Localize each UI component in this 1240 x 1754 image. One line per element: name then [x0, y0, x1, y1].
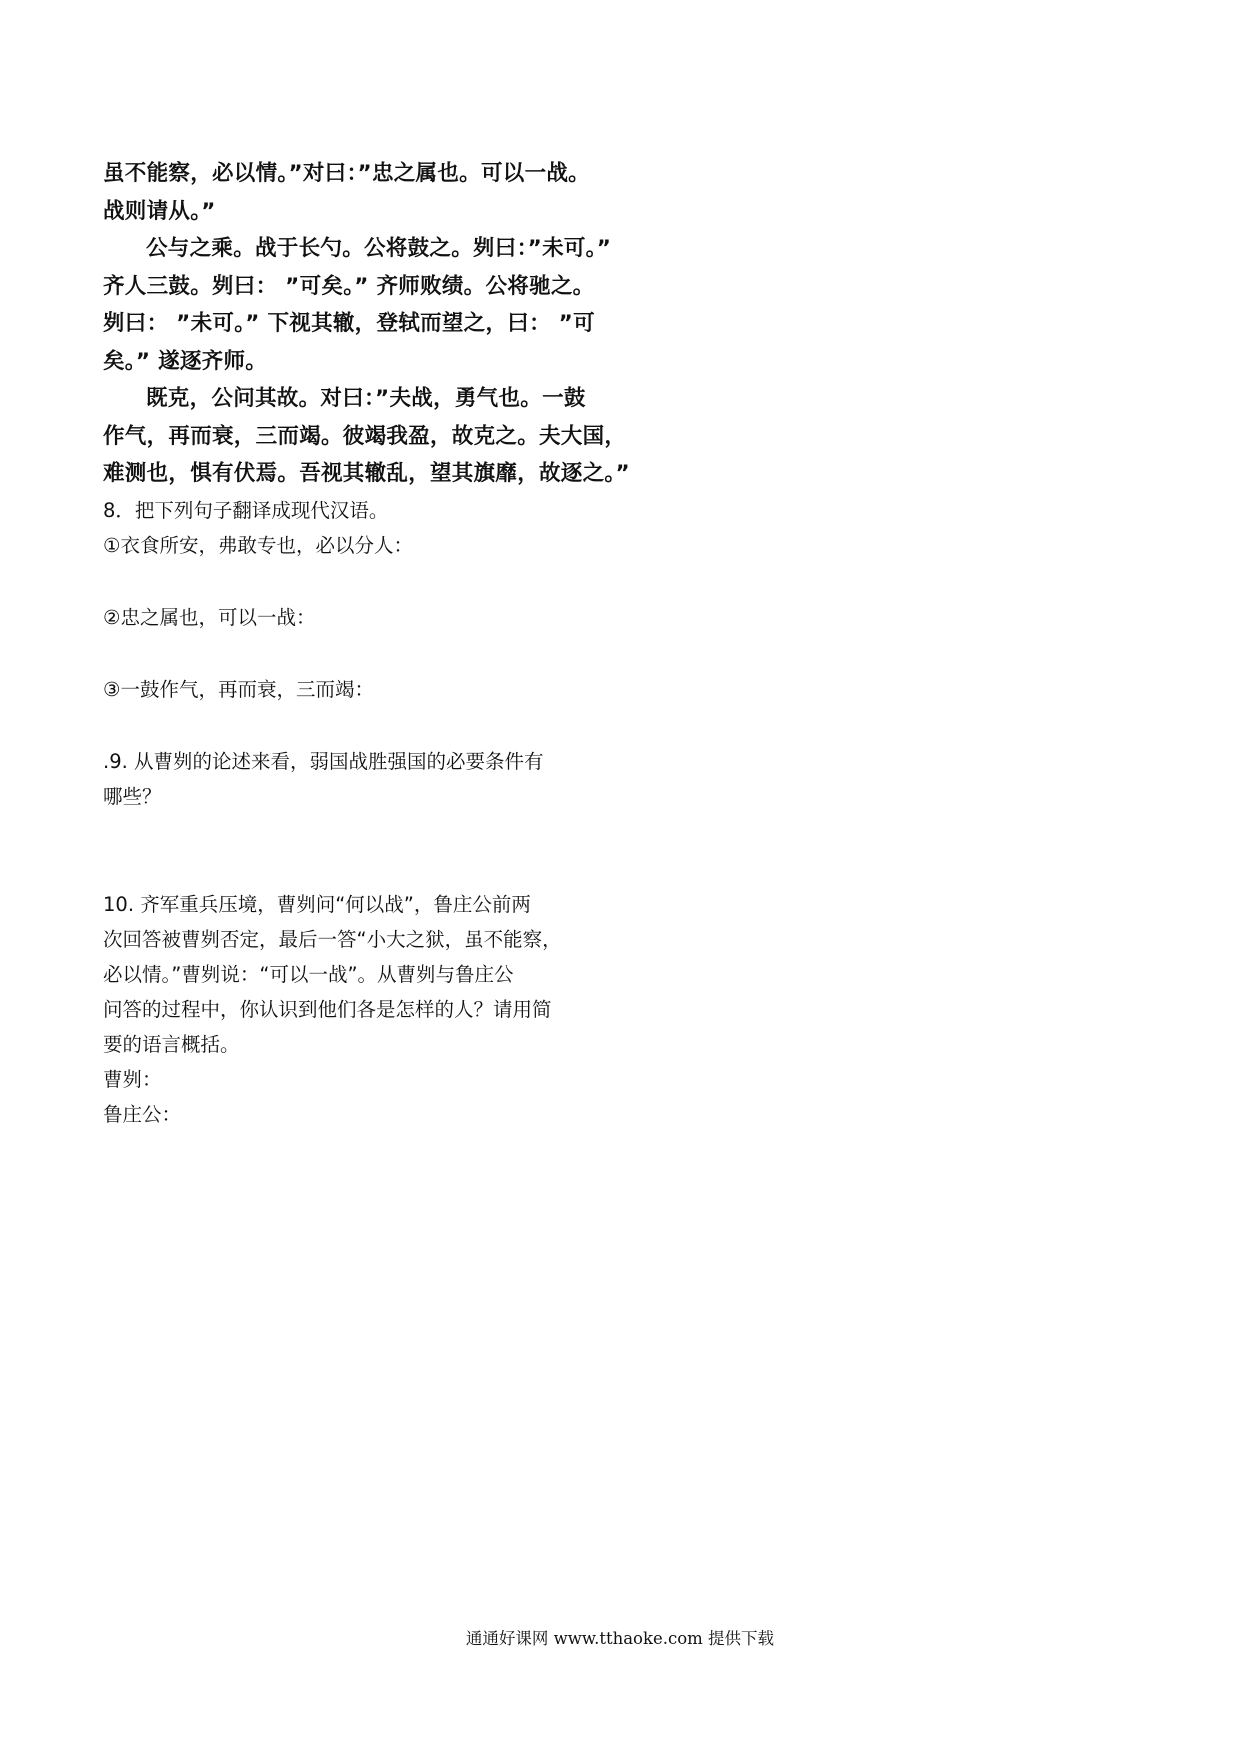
- question-10-line-1: 10. 齐军重兵压境，曹刿问“何以战”，鲁庄公前两: [103, 892, 531, 916]
- page-footer: 通通好课网 www.tthaoke.com 提供下载: [465, 1629, 775, 1648]
- question-8-prompt: 8．把下列句子翻译成现代汉语。: [103, 498, 389, 522]
- question-10-line-5: 要的语言概括。: [103, 1032, 240, 1056]
- passage-line: 战则请从。”: [103, 198, 216, 224]
- question-10-line-4: 问答的过程中，你认识到他们各是怎样的人？请用简: [103, 997, 552, 1021]
- passage-line: 公与之乘。战于长勺。公将鼓之。刿曰：”未可。”: [146, 236, 612, 261]
- question-10-line-2: 次回答被曹刿否定，最后一答“小大之狱，虽不能察，: [103, 927, 562, 951]
- question-10-line-3: 必以情。”曹刿说：“可以一战”。从曹刿与鲁庄公: [103, 962, 514, 986]
- passage-line: 虽不能察，必以情。”对曰：”忠之属也。可以一战。: [103, 161, 590, 186]
- answer-space: [103, 635, 613, 672]
- answer-label-lu-zhuang-gong: 鲁庄公：: [103, 1102, 182, 1126]
- question-9-line-1: .9. 从曹刿的论述来看，弱国战胜强国的必要条件有: [103, 749, 544, 773]
- question-9-line-2: 哪些？: [103, 784, 162, 808]
- question-8-item-3: ③一鼓作气，再而衰，三而竭：: [103, 677, 374, 701]
- content-column: [103, 155, 630, 1132]
- passage-line: 作气，再而衰，三而竭。彼竭我盈，故克之。夫大国，: [103, 423, 627, 449]
- answer-space: [103, 814, 613, 887]
- passage-line: 难测也，惧有伏焉。吾视其辙乱，望其旗靡，故逐之。”: [103, 461, 630, 486]
- answer-space: [103, 563, 613, 600]
- question-8-item-2: ②忠之属也，可以一战：: [103, 605, 316, 629]
- passage-line: 矣。” 遂逐齐师。: [103, 348, 268, 374]
- passage-line: 既克，公问其故。对曰：”夫战，勇气也。一鼓: [146, 386, 586, 411]
- passage-line: 刿曰： ”未可。” 下视其辙，登轼而望之，曰： ”可: [103, 311, 595, 336]
- answer-space: [103, 707, 613, 744]
- answer-label-cao-gui: 曹刿：: [103, 1067, 162, 1091]
- question-8-item-1: ①衣食所安，弗敢专也，必以分人：: [103, 533, 413, 557]
- passage-line: 齐人三鼓。刿曰： ”可矣。” 齐师败绩。公将驰之。: [103, 273, 595, 299]
